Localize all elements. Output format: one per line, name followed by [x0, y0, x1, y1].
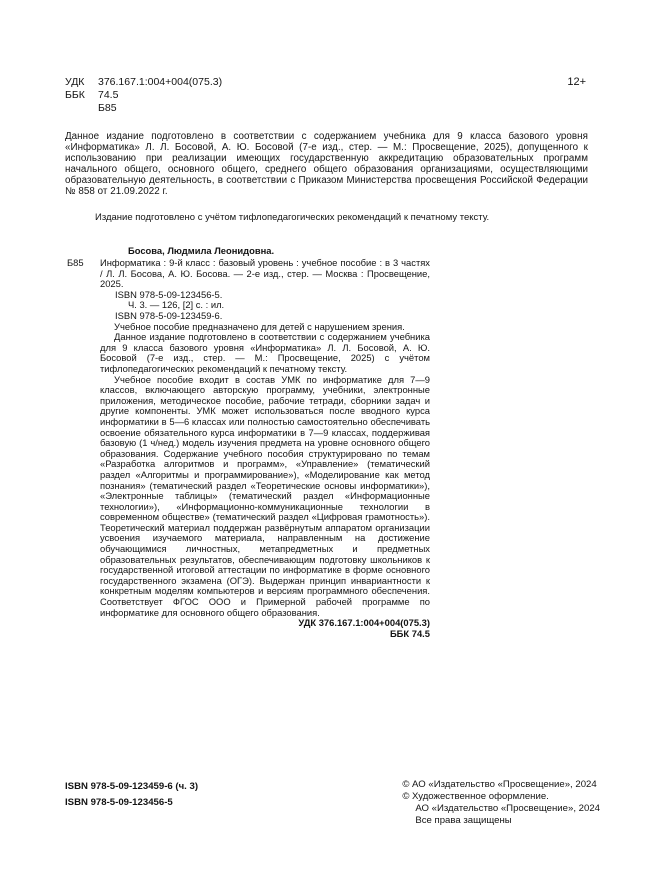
copyright-line-3: АО «Издательство «Просвещение», 2024: [415, 803, 600, 814]
bibliographic-block: [67, 245, 430, 639]
age-rating-badge: 12+: [567, 76, 586, 88]
footer-isbn-line-1: ISBN 978-5-09-123459-6 (ч. 3): [65, 781, 199, 792]
classification-block: [65, 76, 588, 115]
copyright-line-4: Все права защищены: [415, 815, 512, 826]
tiflo-note: Издание подготовлено с учётом тифлопедагогических рекомендаций к печатному тексту.: [95, 212, 490, 224]
edition-intro-paragraph: Данное издание подготовлено в соответствии с содержанием учебника для 9 класса базового уровня «Информатика» Л. Л. Босовой, А. Ю. Босовой (7-е изд., стер. — М.: Просвещение, 2025), допущенного к использованию при реализации имеющих государственную аккредитацию образовательных программ начального общего, основного общего, среднего общего образования организациями, осуществляющими образовательную деятельность, в соответствии с Приказом Министерства просвещения Российской Федерации № 858 от 21.09.2022 г.: [65, 131, 588, 197]
bibliographic-entry-row: [67, 257, 430, 290]
bbk-bottom-line: ББК 74.5: [389, 627, 430, 639]
bbk-label: ББК: [65, 89, 85, 101]
imprint-footer: [65, 779, 600, 827]
copyright-line-2: © Художественное оформление.: [402, 791, 549, 802]
bbk-value: 74.5: [98, 89, 119, 101]
udk-top-line: [65, 76, 588, 89]
purpose-line: Учебное пособие предназначено для детей с нарушением зрения.: [114, 320, 405, 332]
part-info: Ч. 3. — 126, [2] с. : ил.: [128, 299, 225, 311]
copyright-line-1: © АО «Издательство «Просвещение», 2024: [402, 779, 597, 790]
bbk-top-line: [65, 89, 588, 102]
footer-isbn-block: [65, 779, 198, 827]
b85-top-code: Б85: [98, 102, 117, 114]
udk-bottom-line: УДК 376.167.1:004+004(075.3): [298, 617, 430, 629]
isbn-part: ISBN 978-5-09-123459-6.: [115, 310, 223, 321]
b85-margin-code: Б85: [67, 257, 84, 269]
annotation-paragraph-1: Данное издание подготовлено в соответствии с содержанием учебника для 9 класса базового уровня «Информатика» Л. Л. Босовой, А. Ю. Босовой (7-е изд., стер. — М.: Просвещение, 2025) с учётом тифлопедагогических рекомендаций к печатному тексту.: [100, 331, 430, 374]
annotation-paragraph-2: Учебное пособие входит в состав УМК по информатике для 7—9 классов, включающего авторскую программу, учебники, электронные приложения, методическое пособие, рабочие тетради, сборники задач и другие компоненты. УМК может использоваться после вводного курса информатики в 5—6 классах или полностью самостоятельно обеспечивать освоение обязательного курса информатики в 7—9 классах, поддерживая базовую (1 ч/нед.) модель изучения предмета на уровне основного общего образования. Содержание учебного пособия структурировано по темам «Разработка алгоритмов и программ», «Управление» (тематический раздел «Алгоритмы и программирование»), «Моделирование как метод познания» (тематический раздел «Теоретические основы информатики»), «Электронные таблицы» (тематический раздел «Информационные технологии»), «Информационно-коммуникационные технологии в современном обществе» (тематический раздел «Цифровая грамотность»). Теоретический материал поддержан развёрнутым аппаратом организации усвоения изучаемого материала, направленным на достижение обучающимися личностных, метапредметных и предметных образовательных результатов, обеспечивающим подготовку школьников к государственной итоговой аттестации по информатике в форме основного государственного экзамена (ОГЭ). Выдержан принцип инвариантности к конкретным моделям компьютеров и версиям программного обеспечения. Соответствует ФГОС ООО и Примерной рабочей программе по информатике для основного общего образования.: [100, 373, 430, 618]
copyright-block: [402, 779, 600, 827]
imprint-content: [65, 76, 588, 639]
footer-isbn-line-2: ISBN 978-5-09-123456-5: [65, 797, 173, 808]
author-line: Босова, Людмила Леонидовна.: [128, 245, 275, 257]
isbn-series: ISBN 978-5-09-123456-5.: [115, 288, 223, 300]
udk-label: УДК: [65, 76, 85, 88]
bibliographic-entry: Информатика : 9-й класс : базовый уровень : учебное пособие : в 3 частях / Л. Л. Босова, А. Ю. Босова. — 2-е изд., стер. — Москва : Просвещение, 2025.: [100, 257, 430, 290]
udk-value: 376.167.1:004+004(075.3): [98, 76, 223, 88]
